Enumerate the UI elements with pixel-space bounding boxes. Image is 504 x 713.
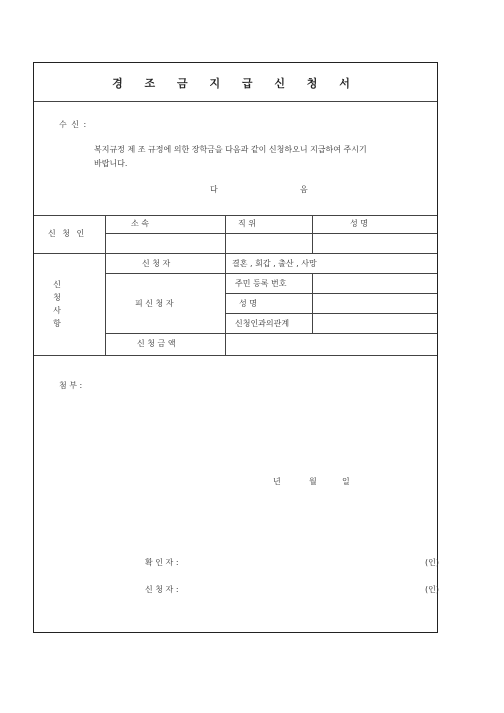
beneficiary-label: 피 신 청 자 xyxy=(135,299,174,308)
dept-header: 소 속 xyxy=(131,219,149,228)
seal-mark-2: (인) xyxy=(425,585,439,594)
items-row-line-4 xyxy=(105,333,437,334)
table-top-line xyxy=(34,215,437,216)
seal-mark-1: (인) xyxy=(425,558,439,567)
name-header: 성 명 xyxy=(350,219,368,228)
position-header: 직 위 xyxy=(238,219,256,228)
recipient-label: 수 신 : xyxy=(59,120,88,129)
items-label-char-1: 신 xyxy=(53,280,61,289)
applicant-label: 신 청 인 xyxy=(48,229,87,238)
label-column-line xyxy=(105,215,106,355)
date-month-label: 월 xyxy=(309,477,317,486)
applicant-col-line-2 xyxy=(312,215,313,253)
resident-number-label: 주민 등록 번호 xyxy=(235,279,287,288)
items-label-char-2: 청 xyxy=(53,293,61,302)
body-text-line2: 바랍니다. xyxy=(94,159,128,168)
confirmer-label: 확 인 자 : xyxy=(145,558,179,567)
table-bottom-line xyxy=(34,355,437,356)
attachment-label: 첨 부 : xyxy=(59,381,83,390)
applicant-col-line-1 xyxy=(225,215,226,253)
items-row-line-1 xyxy=(105,273,437,274)
applicant-header-line xyxy=(105,233,437,234)
items-row-line-3 xyxy=(225,313,437,314)
eum-label: 음 xyxy=(300,185,308,194)
date-year-label: 년 xyxy=(273,477,281,486)
amount-label: 신 청 금 액 xyxy=(137,339,176,348)
form-title: 경 조 금 지 급 신 청 서 xyxy=(112,77,359,90)
items-col-line xyxy=(225,253,226,355)
da-label: 다 xyxy=(210,185,218,194)
beneficiary-name-label: 성 명 xyxy=(239,299,257,308)
title-divider xyxy=(34,101,437,102)
fields-col-line xyxy=(312,273,313,333)
date-day-label: 일 xyxy=(342,477,350,486)
items-applicant-label: 신 청 자 xyxy=(142,259,171,268)
reason-options: 결혼 , 회갑 , 출산 , 사망 xyxy=(232,259,317,268)
body-text-line1: 복지규정 제 조 규정에 의한 장학금을 다음과 같이 신청하오니 지급하여 주시기 xyxy=(94,145,367,154)
items-row-line-2 xyxy=(225,293,437,294)
items-label-char-3: 사 xyxy=(53,306,61,315)
applicant-sign-label: 신 청 자 : xyxy=(145,585,179,594)
relationship-label: 신청인과의관계 xyxy=(235,319,290,328)
application-form xyxy=(33,62,438,633)
applicant-bottom-line xyxy=(34,253,437,254)
items-label-char-4: 항 xyxy=(53,319,61,328)
